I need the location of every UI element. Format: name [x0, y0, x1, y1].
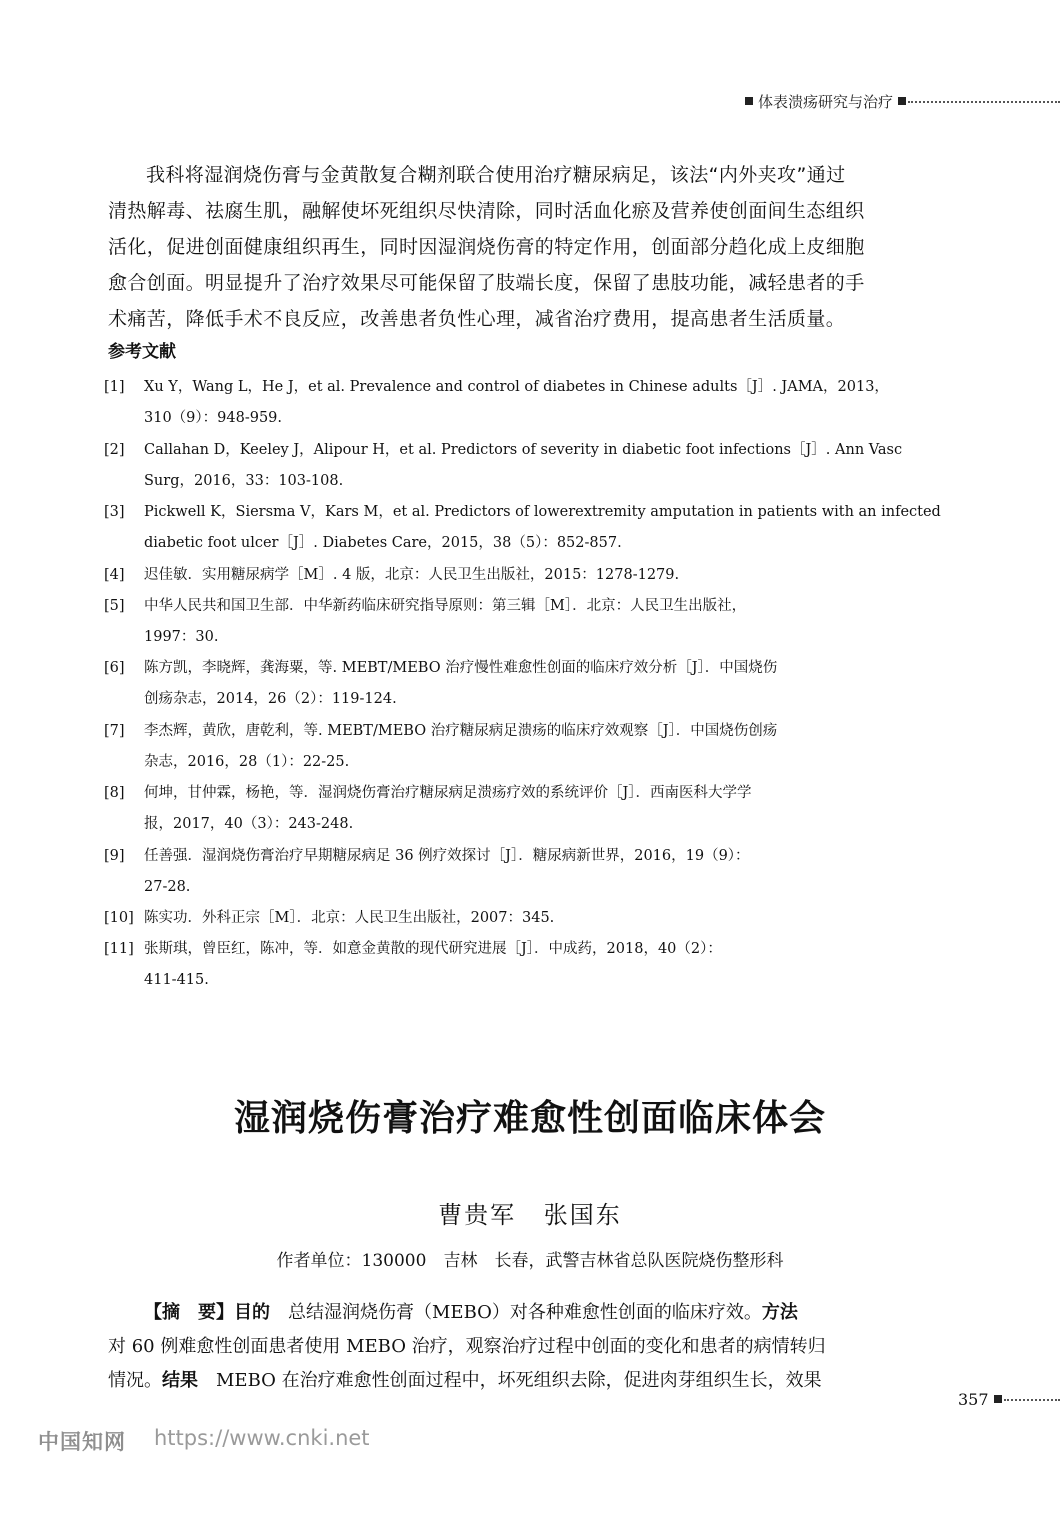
dotted-rule	[908, 101, 1060, 103]
reference-text: 任善强．湿润烧伤膏治疗早期糖尿病足 36 例疗效探讨［J］．糖尿病新世界，2016，19（9）：	[144, 847, 750, 864]
reference-text: 报，2017，40（3）：243-248.	[144, 816, 354, 832]
page-footer	[958, 1388, 1060, 1410]
reference-number: [1]	[104, 379, 125, 395]
article-authors: 曹贵军 张国东	[438, 1201, 622, 1229]
reference-text: diabetic foot ulcer［J］. Diabetes Care，2015，38（5）：852-857.	[144, 535, 622, 551]
section-title: 体表溃疡研究与治疗	[758, 92, 894, 111]
dotted-rule	[1004, 1399, 1060, 1401]
reference-text: 张斯琪，曾臣红，陈冲，等．如意金黄散的现代研究进展［J］．中成药，2018，40（2）：	[144, 941, 722, 957]
reference-number: [10]	[104, 910, 134, 926]
reference-text: 陈实功．外科正宗［M］．北京：人民卫生出版社，2007：345.	[144, 910, 555, 926]
reference-item	[104, 903, 964, 934]
abstract-line	[108, 1364, 958, 1398]
reference-text: 创疡杂志，2014，26（2）：119-124.	[144, 691, 397, 707]
author-affiliation: 作者单位：130000 吉林 长春，武警吉林省总队医院烧伤整形科	[276, 1251, 784, 1271]
reference-item	[104, 778, 964, 841]
reference-text: 411-415.	[144, 972, 209, 988]
square-bullet-icon	[745, 97, 753, 105]
page-number: 357	[958, 1389, 989, 1409]
reference-number: [8]	[104, 785, 125, 801]
reference-item	[104, 591, 964, 654]
intro-paragraph	[108, 157, 960, 337]
abstract-text: 情况。	[108, 1370, 162, 1391]
square-bullet-icon	[994, 1395, 1002, 1403]
running-header	[745, 88, 1060, 114]
reference-text: 中华人民共和国卫生部．中华新药临床研究指导原则：第三辑［M］．北京：人民卫生出版社，	[144, 597, 747, 614]
reference-number: [11]	[104, 941, 134, 957]
paragraph-line: 愈合创面。明显提升了治疗效果尽可能保留了肢端长度，保留了患肢功能，减轻患者的手	[108, 272, 865, 294]
paragraph-line: 活化，促进创面健康组织再生，同时因湿润烧伤膏的特定作用，创面部分趋化成上皮细胞	[108, 236, 865, 258]
method-label: 方法	[761, 1302, 798, 1323]
abstract-text: 总结湿润烧伤膏（MEBO）对各种难愈性创面的临床疗效。	[270, 1302, 762, 1323]
reference-text: Xu Y，Wang L，He J，et al. Prevalence and control of diabetes in Chinese adults［J］. JAMA，2013，	[144, 379, 889, 395]
square-bullet-icon	[898, 97, 906, 105]
reference-item	[104, 560, 964, 591]
reference-item	[104, 934, 964, 997]
reference-item	[104, 435, 964, 498]
reference-number: [9]	[104, 847, 125, 864]
reference-list	[104, 372, 964, 997]
reference-number: [7]	[104, 722, 125, 739]
reference-text: 1997：30.	[144, 628, 219, 645]
abstract	[108, 1296, 958, 1398]
result-label: 结果	[162, 1370, 198, 1391]
reference-number: [6]	[104, 660, 125, 676]
reference-text: 310（9）：948-959.	[144, 410, 283, 426]
abstract-line: 对 60 例难愈性创面患者使用 MEBO 治疗，观察治疗过程中创面的变化和患者的病情转归	[108, 1336, 826, 1357]
reference-item	[104, 716, 964, 779]
reference-item	[104, 497, 964, 560]
reference-text: 陈方凯，李晓辉，龚海粟，等. MEBT/MEBO 治疗慢性难愈性创面的临床疗效分析［J］．中国烧伤	[144, 660, 778, 676]
reference-text: 迟佳敏．实用糖尿病学［M］. 4 版，北京：人民卫生出版社，2015：1278-1279.	[144, 566, 680, 583]
reference-number: [4]	[104, 566, 125, 583]
reference-item	[104, 841, 964, 904]
reference-item	[104, 653, 964, 716]
references-heading: 参考文献	[108, 342, 176, 362]
paragraph-line: 清热解毒、祛腐生肌，融解使坏死组织尽快清除，同时活血化瘀及营养使创面间生态组织	[108, 200, 865, 222]
reference-text: 李杰辉，黄欣，唐乾利，等. MEBT/MEBO 治疗糖尿病足溃疡的临床疗效观察［J］．中国烧伤创疡	[144, 722, 778, 739]
reference-text: Pickwell K，Siersma V，Kars M，et al. Predictors of lowerextremity amputation in patients with an infected	[144, 504, 941, 520]
reference-text: 27-28.	[144, 878, 191, 895]
reference-text: Callahan D，Keeley J，Alipour H，et al. Predictors of severity in diabetic foot infections［J］. Ann Vasc	[144, 441, 903, 458]
article-title: 湿润烧伤膏治疗难愈性创面临床体会	[233, 1097, 826, 1139]
reference-number: [3]	[104, 504, 125, 520]
paragraph-line: 术痛苦，降低手术不良反应，改善患者负性心理，减省治疗费用，提高患者生活质量。	[108, 308, 846, 330]
objective-label: 目的	[234, 1302, 270, 1323]
reference-number: [2]	[104, 441, 125, 458]
cnki-watermark	[38, 1426, 370, 1456]
paragraph-line: 我科将湿润烧伤膏与金黄散复合糊剂联合使用治疗糖尿病足，该法“内外夹攻”通过	[146, 164, 846, 186]
reference-text: 杂志，2016，28（1）：22-25.	[144, 753, 350, 770]
watermark-brand: 中国知网	[38, 1430, 126, 1454]
reference-item	[104, 372, 964, 435]
reference-text: 何坤，甘仲霖，杨艳，等．湿润烧伤膏治疗糖尿病足溃疡疗效的系统评价［J］．西南医科大学学	[144, 785, 752, 801]
abstract-text: MEBO 在治疗难愈性创面过程中，坏死组织去除，促进肉芽组织生长，效果	[198, 1370, 822, 1391]
abstract-label: 【摘 要】	[144, 1302, 234, 1323]
reference-text: Surg，2016，33：103-108.	[144, 472, 344, 489]
watermark-url: https://www.cnki.net	[154, 1426, 370, 1450]
reference-number: [5]	[104, 597, 125, 614]
abstract-line	[108, 1296, 958, 1330]
